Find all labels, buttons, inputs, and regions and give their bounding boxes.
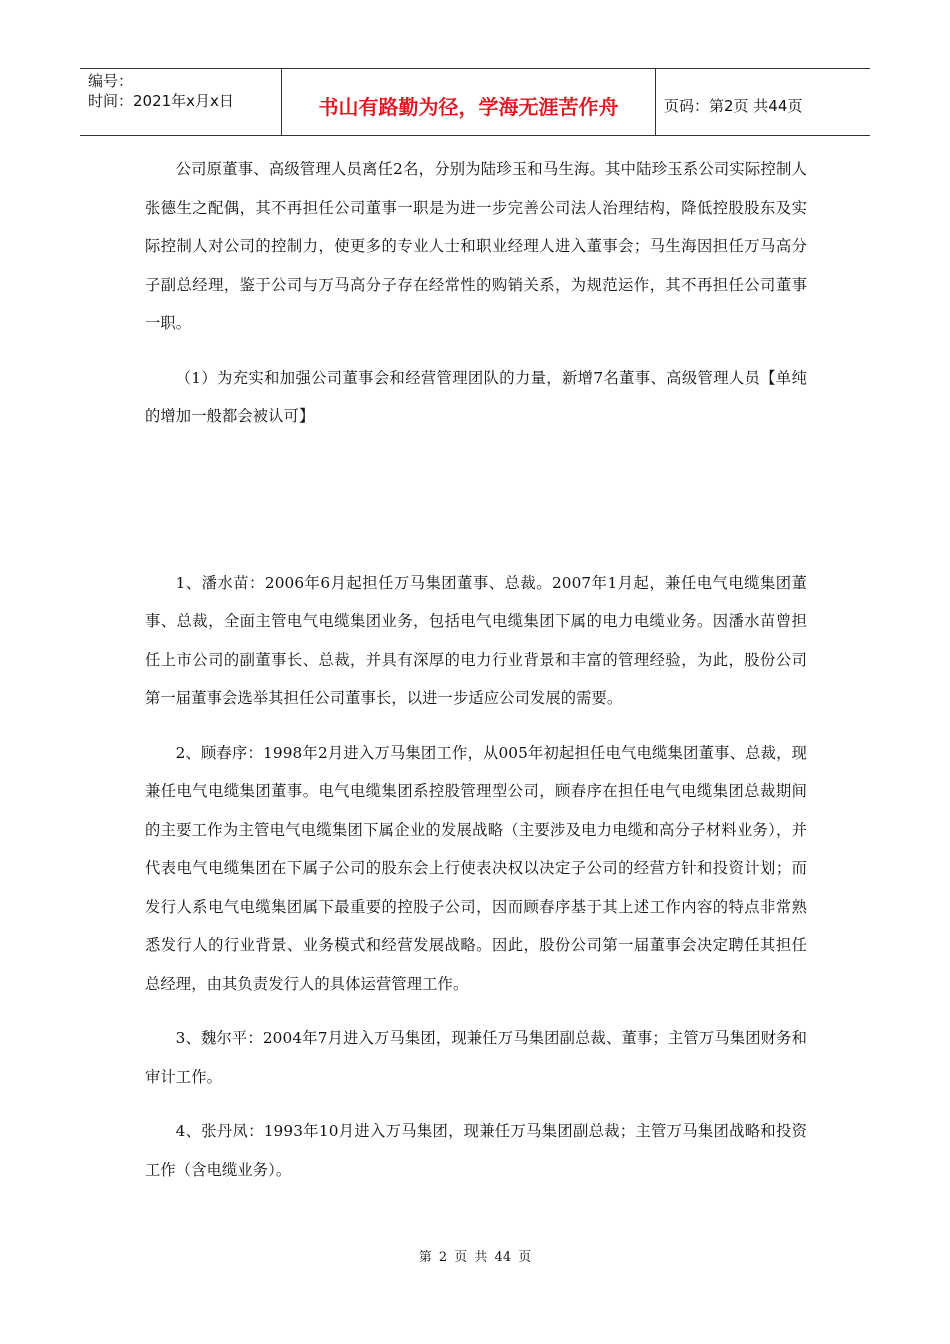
document-time-label: 时间：2021年x月x日 [88,92,234,110]
header-motto: 书山有路勤为径，学海无涯苦作舟 [282,69,656,135]
page-footer: 第 2 页 共 44 页 [418,1250,532,1265]
paragraph-new-directors-intro: （1）为充实和加强公司董事会和经营管理团队的力量，新增7名董事、高级管理人员【单纯的增加一般都会被认可】 [145,368,807,425]
header-page-info: 页码：第2页 共44页 [664,96,803,115]
document-body [145,150,807,1189]
header-meta [80,69,282,135]
paragraph-wei-erping: 3、魏尔平：2004年7月进入万马集团，现兼任万马集团副总裁、董事；主管万马集团财务和审计工作。 [145,1029,807,1086]
paragraph-gu-chunxu: 2、顾春序：1998年2月进入万马集团工作，从005年初起担任电气电缆集团董事、总裁，现兼任电气电缆集团董事。电气电缆集团系控股管理型公司，顾春序在担任电气电缆集团总裁期间的主要工作为主管电气电缆集团下属企业的发展战略（主要涉及电力电缆和高分子材料业务），并代表电气电缆集团在下属子公司的股东会上行使表决权以决定子公司的经营方针和投资计划；而发行人系电气电缆集团属下最重要的控股子公司，因而顾春序基于其上述工作内容的特点非常熟悉发行人的行业背景、业务模式和经营发展战略。因此，股份公司第一届董事会决定聘任其担任总经理，由其负责发行人的具体运营管理工作。 [145,743,807,993]
paragraph-directors-departure: 公司原董事、高级管理人员离任2名，分别为陆珍玉和马生海。其中陆珍玉系公司实际控制人张德生之配偶，其不再担任公司董事一职是为进一步完善公司法人治理结构，降低控股股东及实际控制人对公司的控制力，使更多的专业人士和职业经理人进入董事会；马生海因担任万马高分子副总经理，鉴于公司与万马高分子存在经常性的购销关系，为规范运作，其不再担任公司董事一职。 [145,160,807,332]
page-header [80,68,870,136]
document-number-label: 编号： [88,72,134,90]
paragraph-zhang-danfeng: 4、张丹凤：1993年10月进入万马集团，现兼任万马集团副总裁；主管万马集团战略和投资工作（含电缆业务）。 [145,1122,807,1179]
paragraph-pan-shuimiao: 1、潘水苗：2006年6月起担任万马集团董事、总裁。2007年1月起，兼任电气电缆集团董事、总裁，全面主管电气电缆集团业务，包括电气电缆集团下属的电力电缆业务。因潘水苗曾担任上市公司的副董事长、总裁，并具有深厚的电力行业背景和丰富的管理经验，为此，股份公司第一届董事会选举其担任公司董事长，以进一步适应公司发展的需要。 [145,573,807,707]
